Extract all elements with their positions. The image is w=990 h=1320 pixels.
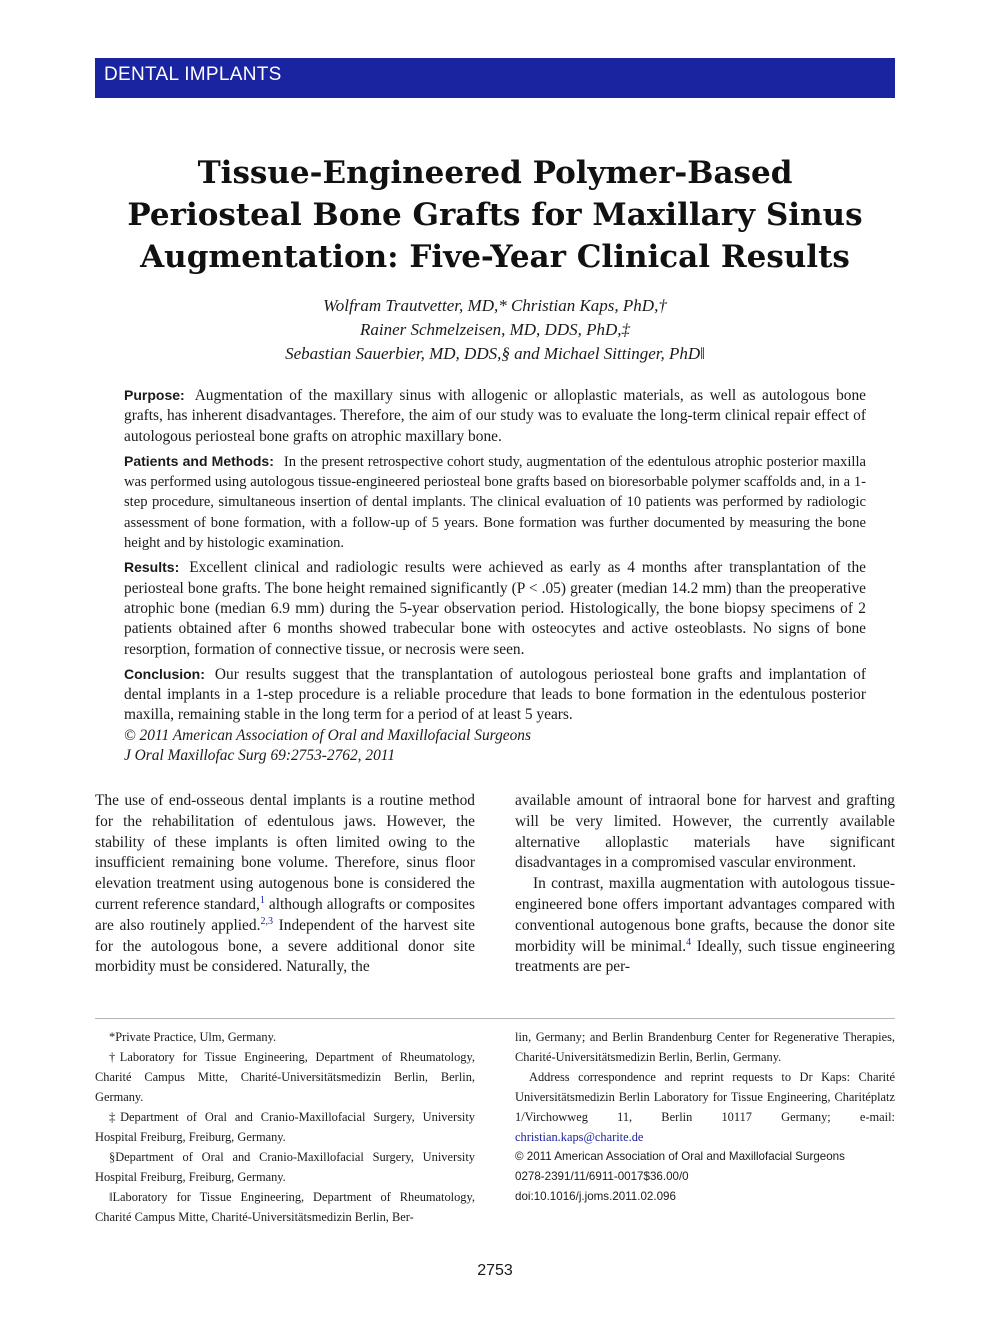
abstract-label: Purpose:	[124, 387, 185, 403]
author-list	[95, 294, 895, 366]
journal-citation: J Oral Maxillofac Surg 69:2753-2762, 2011	[124, 747, 396, 765]
issn-code: 0278-2391/11/6911-0017$36.00/0	[515, 1170, 689, 1183]
body-column-left	[95, 791, 475, 978]
affiliation-footnote: †Laboratory for Tissue Engineering, Department of Rheumatology, Charité Campus Mitte, Charité-Universitätsmedizin Berlin, Berlin, Germany.	[95, 1050, 475, 1104]
article-title	[95, 152, 895, 278]
body-paragraph: available amount of intraoral bone for harvest and grafting will be very limited. However, the currently available alternative alloplastic materials have significant disadvantages in a compromised vascular environment.	[515, 792, 895, 872]
doi-link[interactable]: doi:10.1016/j.joms.2011.02.096	[515, 1190, 676, 1203]
abstract-copyright: © 2011 American Association of Oral and Maxillofacial Surgeons	[124, 726, 531, 744]
abstract-methods	[124, 451, 866, 553]
title-line: Augmentation: Five-Year Clinical Results	[140, 239, 850, 275]
page-number: 2753	[477, 1262, 513, 1279]
footnote-copyright: © 2011 American Association of Oral and Maxillofacial Surgeons	[515, 1150, 845, 1163]
abstract-label: Patients and Methods:	[124, 452, 274, 469]
abstract-text: In the present retrospective cohort study, augmentation of the edentulous atrophic posterior maxilla was performed using autologous tissue-engineered periosteal bone grafts based on bioresorbable polymer scaffolds and, in a 1-step procedure, simultaneous insertion of dental implants. The clinical evaluation of 10 patients was performed by radiologic assessment of bone formation, with a follow-up of 5 years. Bone formation was further documented by measuring the bone height and by histologic examination.	[124, 453, 866, 552]
body-column-right	[515, 791, 895, 978]
author-line: Wolfram Trautvetter, MD,* Christian Kaps, PhD,†	[323, 296, 667, 315]
abstract-purpose	[124, 385, 866, 447]
abstract	[124, 385, 866, 770]
affiliation-footnote: lin, Germany; and Berlin Brandenburg Center for Regenerative Therapies, Charité-Universitätsmedizin Berlin, Berlin, Germany.	[515, 1030, 895, 1064]
correspondence-note: Address correspondence and reprint requests to Dr Kaps: Charité Universitätsmedizin Berlin Laboratory for Tissue Engineering, Charitéplatz 1/Virchowweg 11, Berlin 10117 Germany; e-mail: christian.kaps@charite.de	[515, 1070, 895, 1144]
abstract-conclusion	[124, 664, 866, 766]
footnote-divider	[95, 1018, 895, 1019]
body-paragraph: In contrast, maxilla augmentation with autologous tissue-engineered bone offers important advantages compared with conventional autogenous bone grafts, because the donor site morbidity will be minimal.$^4$ Ideally, such tissue engineering treatments are per-	[515, 875, 895, 976]
abstract-text: Augmentation of the maxillary sinus with allogenic or alloplastic materials, as well as autologous bone grafts, has inherent disadvantages. Therefore, the aim of our study was to evaluate the long-term clinical repair effect of autologous periosteal bone grafts on atrophic maxillary bone.	[124, 387, 866, 445]
footnotes-right	[515, 1027, 895, 1207]
abstract-text: Excellent clinical and radiologic results were achieved as early as 4 months after transplantation of the periosteal bone grafts. The bone height remained significantly (P < .05) greater (median 14.2 mm) than the preoperative atrophic bone (median 6.9 mm) during the 5-year observation period. Histologically, the bone biopsy specimens of 2 patients obtained after 6 months showed trabecular bone with osteocytes and active osteoblasts. No signs of bone resorption, formation of connective tissue, or necrosis were seen.	[124, 559, 866, 658]
section-banner: DENTAL IMPLANTS	[95, 58, 895, 98]
footnotes-left	[95, 1027, 475, 1227]
author-line: Rainer Schmelzeisen, MD, DDS, PhD,‡	[359, 320, 631, 339]
reference-link[interactable]: 4	[686, 936, 692, 948]
affiliation-footnote: ‡Department of Oral and Cranio-Maxillofacial Surgery, University Hospital Freiburg, Freiburg, Germany.	[95, 1110, 475, 1144]
abstract-results	[124, 557, 866, 659]
title-line: Tissue-Engineered Polymer-Based	[197, 155, 793, 191]
title-line: Periosteal Bone Grafts for Maxillary Sinus	[127, 197, 863, 233]
affiliation-footnote: ‖Laboratory for Tissue Engineering, Department of Rheumatology, Charité Campus Mitte, Charité-Universitätsmedizin Berlin, Ber-	[95, 1190, 475, 1224]
abstract-text: Our results suggest that the transplantation of autologous periosteal bone grafts and implantation of dental implants in a 1-step procedure is a reliable procedure that leads to bone formation in the edentulous posterior maxilla, remaining stable in the long term for a period of at least 5 years.	[124, 665, 866, 724]
email-link[interactable]: christian.kaps@charite.de	[515, 1130, 644, 1144]
reference-link[interactable]: 1	[259, 894, 265, 906]
reference-link[interactable]: 2,3	[260, 915, 273, 927]
affiliation-footnote: *Private Practice, Ulm, Germany.	[109, 1030, 277, 1044]
abstract-label: Results:	[124, 559, 180, 576]
body-paragraph: The use of end-osseous dental implants is a routine method for the rehabilitation of edentulous jaws. However, the stability of these implants is often limited owing to the insufficient remaining bone volume. Therefore, sinus floor elevation treatment using autogenous bone is considered the current reference standard,$^1$ although allografts or composites are also routinely applied.$^{2,3}$ Independent of the harvest site for the autologous bone, a severe additional donor site morbidity must be considered. Naturally, the	[95, 792, 475, 976]
author-line: Sebastian Sauerbier, MD, DDS,§ and Michael Sittinger, PhD‖	[285, 344, 705, 363]
abstract-label: Conclusion:	[124, 665, 205, 682]
affiliation-footnote: §Department of Oral and Cranio-Maxillofacial Surgery, University Hospital Freiburg, Freiburg, Germany.	[95, 1150, 475, 1184]
